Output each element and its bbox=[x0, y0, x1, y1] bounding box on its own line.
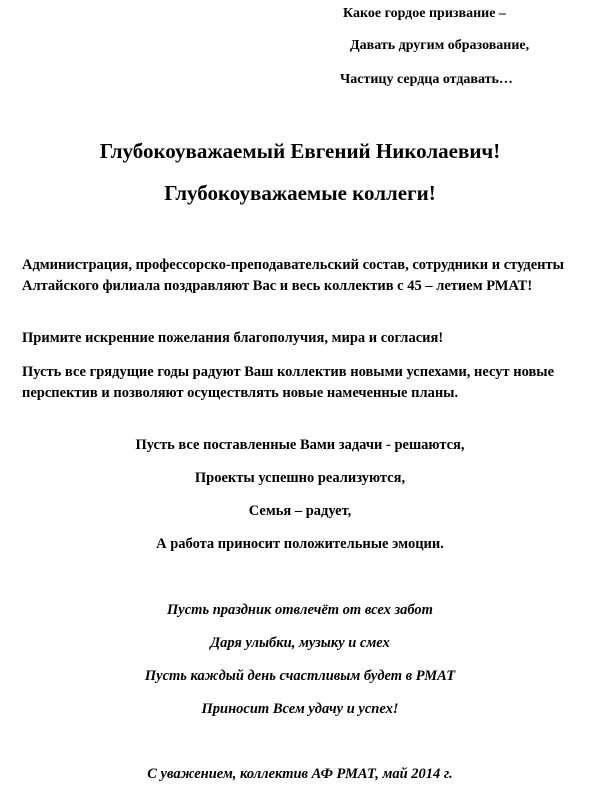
wishes-paragraph: Примите искренние пожелания благополучия, мира и согласия! bbox=[22, 330, 444, 346]
wish-line-1: Пусть все поставленные Вами задачи - решаются, bbox=[135, 437, 465, 453]
signature: С уважением, коллектив АФ РМАТ, май 2014 г. bbox=[147, 766, 453, 782]
wish-line-4: А работа приносит положительные эмоции. bbox=[156, 536, 444, 552]
epigraph-line-1: Какое гордое призвание – bbox=[343, 6, 506, 21]
addressee-heading: Глубокоуважаемый Евгений Николаевич! bbox=[99, 139, 501, 163]
poem-line-4: Приносит Всем удачу и успех! bbox=[201, 701, 399, 717]
wish-line-2: Проекты успешно реализуются, bbox=[194, 470, 406, 486]
epigraph-line-3: Частицу сердца отдавать… bbox=[340, 72, 513, 87]
congratulation-paragraph: Администрация, профессорско-преподавательский состав, сотрудники и студенты Алтайского филиала поздравляют Вас и весь коллектив с 45 – летием РМАТ! bbox=[22, 257, 564, 294]
poem-line-3: Пусть каждый день счастливым будет в РМАТ bbox=[144, 668, 456, 684]
epigraph-line-2: Давать другим образование, bbox=[350, 38, 530, 53]
wish-line-3: Семья – радует, bbox=[248, 503, 352, 519]
prospects-paragraph: Пусть все грядущие годы радуют Ваш коллектив новыми успехами, несут новые перспектив и позволяют осуществлять новые намеченные планы. bbox=[22, 364, 555, 401]
poem-line-2: Даря улыбки, музыку и смех bbox=[210, 635, 390, 651]
poem-line-1: Пусть праздник отвлечёт от всех забот bbox=[167, 602, 433, 618]
colleagues-heading: Глубокоуважаемые коллеги! bbox=[164, 181, 436, 205]
